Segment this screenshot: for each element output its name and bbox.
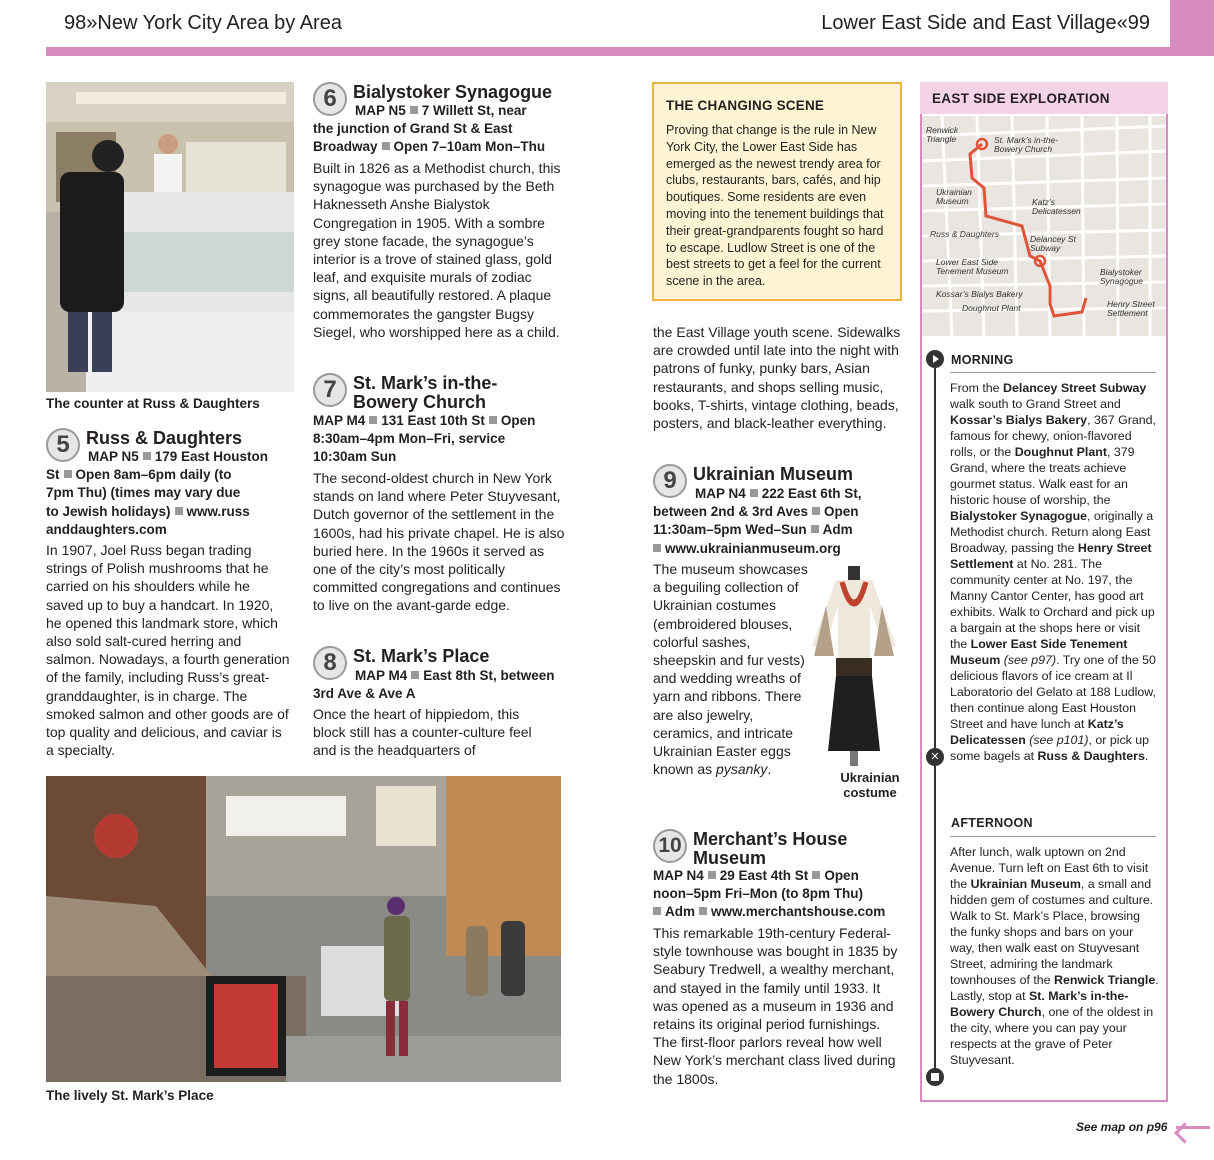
map-label: Delancey St Subway <box>1030 234 1076 253</box>
st-marks-photo-caption: The lively St. Mark’s Place <box>46 1088 214 1103</box>
entry-title: Bialystoker Synagogue <box>353 82 553 102</box>
map-label: Russ & Daughters <box>930 229 999 239</box>
fork-knife-icon: ✕ <box>926 748 944 766</box>
left-page-number: 98 <box>64 12 87 34</box>
entry-6-meta: MAP N5 7 Willett St, near the junction of Grand St & East Broadway Open 7–10am Mon–Thu <box>313 103 546 155</box>
entry-5-body: In 1907, Joel Russ began trading strings of Polish mushrooms that he carried on his shoulders while he saved up to buy a handcart. In 1920, he opened this landmark store, which also sold salt-cured herring and salmon. Nowadays, a fourth generation of the family, including Russ’s great-granddaughter, is in charge. The smoked salmon and other goods are of top quality and delicious, and caviar is a specialty. <box>46 542 290 759</box>
route-line <box>934 368 936 1068</box>
ukrainian-costume-photo <box>806 566 902 766</box>
entry-7-body: The second-oldest church in New York stands on land where Peter Stuyvesant, Dutch governor of the settlement in the 1600s, had his private chapel. He is also buried here. In the 1960s it served as one of the city’s most politically committed congregations and continues to live on the avant-garde edge. <box>313 470 565 614</box>
map-label: Kossar’s Bialys Bakery <box>936 289 1023 299</box>
map-label: Bialystoker Synagogue <box>1100 267 1144 286</box>
left-chevron-icon: « <box>1116 12 1128 34</box>
entry-8-meta: MAP M4 East 8th St, between 3rd Ave & Ave A <box>313 668 555 702</box>
map-label: Renwick Triangle <box>926 125 959 144</box>
map-label: Doughnut Plant <box>962 303 1021 313</box>
entry-number: 9 <box>653 464 687 498</box>
afternoon-heading: AFTERNOON <box>951 816 1033 830</box>
map-label: St. Mark’s in-the-Bowery Church <box>994 135 1059 154</box>
right-pink-tab <box>1170 0 1214 56</box>
website-link[interactable]: www.ukrainianmuseum.org <box>665 540 841 556</box>
entry-number: 5 <box>46 428 80 462</box>
entry-title: St. Mark’s in-the- Bowery Church <box>353 373 498 412</box>
right-header <box>610 0 1170 50</box>
entry-10-meta: MAP N4 29 East 4th St Open noon–5pm Fri–Mon (to 8pm Thu) Adm www.merchantshouse.com <box>653 868 886 920</box>
entry-8-body: Once the heart of hippiedom, this block still has a counter-culture feel and is the headquarters of <box>313 706 532 759</box>
entry-number: 6 <box>313 82 347 116</box>
map-label: Henry Street Settlement <box>1107 299 1155 318</box>
changing-scene-box <box>652 82 902 301</box>
right-chevron-icon: » <box>86 12 98 34</box>
entry-number: 7 <box>313 373 347 407</box>
afternoon-text: After lunch, walk uptown on 2nd Avenue. Turn left on East 6th to visit the Ukrainian Museum, a small and hidden gem of costumes and culture. Walk to St. Mark’s Place, browsing the funky shops and bars on your way, then walk east on Stuyvesant Street, admiring the landmark townhouses of the Renwick Triangle. Lastly, stop at St. Mark’s in-the-Bowery Church, one of the oldest in the city, where you can pay your respects at the grave of Peter Stuyvesant. <box>950 845 1159 1067</box>
box-text: Proving that change is the rule in New York City, the Lower East Side has emerged as the newest trendy area for clubs, restaurants, bars, cafés, and hip boutiques. Some residents are even moving into the tenement buildings that their great-grandparents fought so hard to escape. Ludlow Street is one of the best streets to get a feel for the current scene in the area. <box>666 123 884 289</box>
entry-10-body: This remarkable 19th-century Federal-style townhouse was bought in 1835 by Seabury Tredwell, a wealthy merchant, and stayed in the family until 1933. It was opened as a museum in 1936 and retains its original period furnishings. The first-floor parlors reveal how well New York’s merchant class lived during the 1800s. <box>653 925 898 1087</box>
entry-8-body-continued: the East Village youth scene. Sidewalks are crowded until late into the night with patrons of funky, punky bars, Asian restaurants, and shops selling music, books, T-shirts, vintage clothing, beads, posters, and black-leather everything. <box>653 324 901 432</box>
russ-counter-photo <box>46 82 294 392</box>
left-running-title: New York City Area by Area <box>97 12 342 34</box>
entry-number: 10 <box>653 829 687 863</box>
russ-photo-caption: The counter at Russ & Daughters <box>46 396 260 411</box>
see-map-reference[interactable]: See map on p96 <box>1076 1120 1168 1134</box>
morning-heading: MORNING <box>951 353 1014 367</box>
map-label: Lower East Side Tenement Museum <box>936 257 1009 276</box>
box-title: THE CHANGING SCENE <box>666 98 825 113</box>
entry-title: Merchant’s House Museum <box>693 829 848 868</box>
costume-caption: Ukrainian costume <box>840 770 900 800</box>
play-icon <box>926 350 944 368</box>
entry-title: St. Mark’s Place <box>353 646 490 666</box>
entry-number: 8 <box>313 646 347 680</box>
entry-7-meta: MAP M4 131 East 10th St Open 8:30am–4pm Mon–Fri, service 10:30am Sun <box>313 413 536 465</box>
walking-route-map <box>922 116 1166 336</box>
entry-9-meta: MAP N4 222 East 6th St, between 2nd & 3rd Aves Open 11:30am–5pm Wed–Sun Adm www.ukrainianmuseum.org <box>653 486 862 556</box>
entry-9-body: The museum showcases a beguiling collection of Ukrainian costumes (embroidered blouses, colorful sashes, sheepskin and fur vests) and wedding wreaths of yarn and ribbons. There are also jewelry, ceramics, and intricate Ukrainian Easter eggs known as pysanky. <box>653 561 808 778</box>
entry-7-heading <box>313 373 523 412</box>
right-page-number: 99 <box>1127 12 1150 34</box>
entry-6-body: Built in 1826 as a Methodist church, this synagogue was purchased by the Beth Haknesseth Anshe Bialystok Congregation in 1905. With a sombre grey stone facade, the synagogue’s interior is a trove of stained glass, gold leaf, and exquisite murals of zodiac signs, all beautifully restored. A plaque commemorates the gangster Bugsy Siegel, who worshipped here as a child. <box>313 160 561 340</box>
right-running-title: Lower East Side and East Village <box>821 12 1117 34</box>
website-link[interactable]: www.merchantshouse.com <box>711 904 886 920</box>
entry-5-meta: MAP N5 179 East Houston St Open 8am–6pm daily (to 7pm Thu) (times may vary due to Jewish holidays) www.russ anddaughters.com <box>46 449 269 537</box>
divider <box>950 836 1156 837</box>
entry-10-heading <box>653 829 873 868</box>
st-marks-place-photo <box>46 776 561 1082</box>
left-header <box>46 0 610 50</box>
map-label: Ukrainian Museum <box>936 187 972 206</box>
website-link[interactable]: www.russ <box>186 503 250 519</box>
morning-text: From the Delancey Street Subway walk south to Grand Street and Kossar’s Bialys Bakery, 367 Grand, famous for chewy, onion-flavored rolls, or the Doughnut Plant, 379 Grand, where the treats achieve gourmet status. Walk east for an historic house of worship, the Bialystoker Synagogue, originally a Methodist church. Return along East Broadway, passing the Henry Street Settlement at No. 281. The community center at No. 197, the Manny Cantor Center, has good art exhibits. Walk to Orchard and pick up a bargain at the shops here or visit the Lower East Side Tenement Museum (see p97). Try one of the 50 delicious flavors of ice cream at Il Laboratorio del Gelato at 188 Ludlow, then continue along East Houston Street and have lunch at Katz’s Delicatessen (see p101), or pick up some bagels at Russ & Daughters. <box>950 381 1156 763</box>
sidebar-title: EAST SIDE EXPLORATION <box>920 82 1168 114</box>
map-label: Katz’s Delicatessen <box>1032 197 1081 216</box>
divider <box>950 372 1156 373</box>
entry-title: Ukrainian Museum <box>693 464 854 484</box>
entry-title: Russ & Daughters <box>86 428 243 448</box>
stop-icon <box>926 1068 944 1086</box>
